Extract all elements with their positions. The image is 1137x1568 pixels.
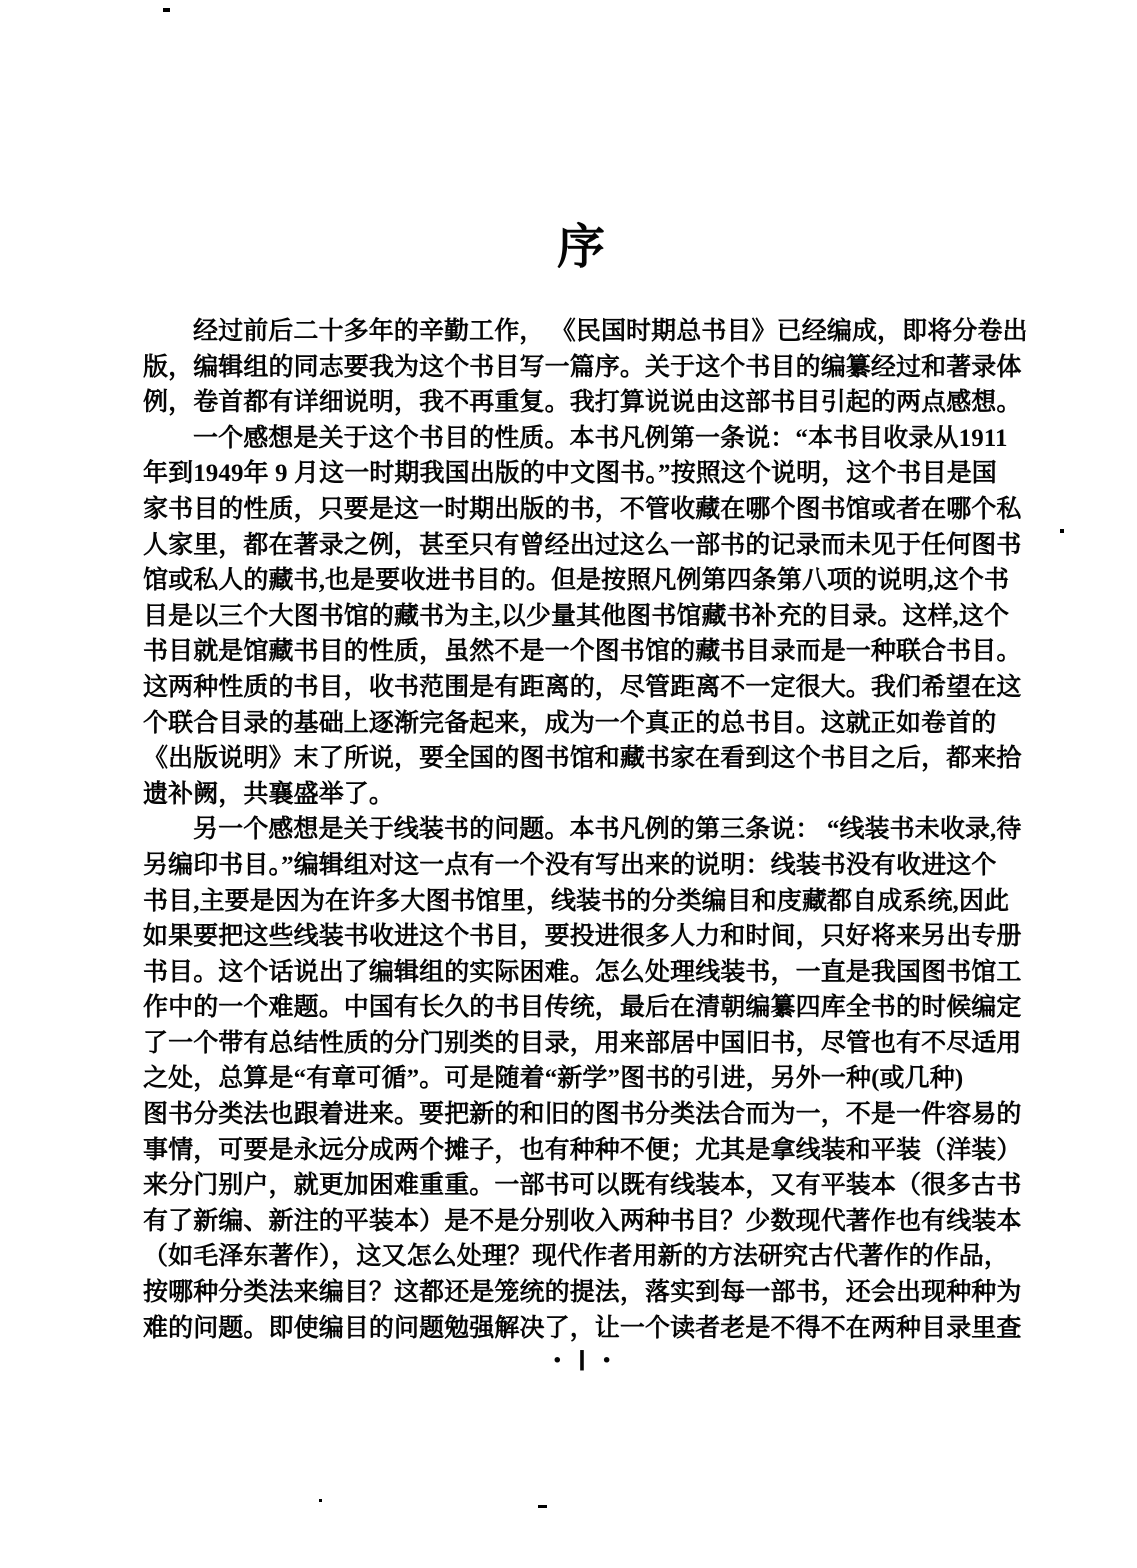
text-line: 之处，总算是“有章可循”。可是随着“新学”图书的引进，另外一种(或几种) [143,1065,964,1093]
page-title: 序 [556,221,607,274]
preface-body [143,314,1028,1346]
scan-speck [1060,529,1064,533]
text-line: 另一个感想是关于线装书的问题。本书凡例的第三条说： “线装书未收录,待 [193,816,1022,844]
text-line: 有了新编、新注的平装本）是不是分别收入两种书目？少数现代著作也有线装本 [143,1207,1022,1235]
text-line: 例，卷首都有详细说明，我不再重复。我打算说说由这部书目引起的两点感想。 [143,389,1022,417]
page-footer [143,1342,1021,1379]
footer-dot-right: · [600,1342,613,1379]
paragraph-first-thought [143,421,1021,813]
text-line: 书目。这个话说出了编辑组的实际困难。怎么处理线装书，一直是我国图书馆工 [143,958,1022,986]
text-line: 了一个带有总结性质的分门别类的目录，用来部居中国旧书，尽管也有不尽适用 [143,1029,1022,1057]
text-line: （如毛泽东著作），这又怎么处理？现代作者用新的方法研究古代著作的作品， [143,1243,1010,1271]
text-line: 如果要把这些线装书收进这个书目，要投进很多人力和时间，只好将来另出专册 [143,923,1022,951]
text-line: 目是以三个大图书馆的藏书为主,以少量其他图书馆藏书补充的目录。这样,这个 [143,602,1010,630]
text-line: 馆或私人的藏书,也是要收进书目的。但是按照凡例第四条第八项的说明,这个书 [143,567,1010,595]
text-line: 图书分类法也跟着进来。要把新的和旧的图书分类法合而为一，不是一件容易的 [143,1101,1022,1129]
text-line: 另编印书目。”编辑组对这一点有一个没有写出来的说明：线装书没有收进这个 [143,851,997,879]
scan-speck [319,1499,322,1502]
text-line: 按哪种分类法来编目？这都还是笼统的提法，落实到每一部书，还会出现种种为 [143,1279,1022,1307]
scan-speck [163,8,170,12]
text-line: 个联合目录的基础上逐渐完备起来，成为一个真正的总书目。这就正如卷首的 [143,709,997,737]
text-line: 难的问题。即使编目的问题勉强解决了，让一个读者老是不得不在两种目录里查 [143,1314,1022,1342]
text-line: 一个感想是关于这个书目的性质。本书凡例第一条说：“本书目收录从1911 [193,424,1008,452]
text-line: 遗补阙，共襄盛举了。 [143,780,395,808]
text-line: 来分门别户，就更加困难重重。一部书可以既有线装本，又有平装本（很多古书 [143,1172,1022,1200]
text-line: 《出版说明》末了所说，要全国的图书馆和藏书家在看到这个书目之后，都来拾 [143,745,1022,773]
text-line: 家书目的性质，只要是这一时期出版的书，不管收藏在哪个图书馆或者在哪个私 [143,495,1022,523]
page-number: Ⅰ [578,1346,586,1376]
text-line: 经过前后二十多年的辛勤工作， 《民国时期总书目》已经编成，即将分卷出 [193,318,1028,345]
text-line: 书目就是馆藏书目的性质，虽然不是一个图书馆的藏书目录而是一种联合书目。 [143,638,1022,666]
text-line: 事情，可要是永远分成两个摊子，也有种种不便；尤其是拿线装和平装（洋装） [143,1136,1022,1164]
paragraph-intro [143,314,1028,421]
footer-dot-left: · [551,1342,564,1379]
text-line: 版，编辑组的同志要我为这个书目写一篇序。关于这个书目的编纂经过和著录体 [143,353,1022,381]
text-line: 这两种性质的书目，收书范围是有距离的，尽管距离不一定很大。我们希望在这 [143,673,1022,701]
text-line: 作中的一个难题。中国有长久的书目传统，最后在清朝编纂四库全书的时候编定 [143,994,1022,1022]
paragraph-second-thought [143,812,1021,1346]
text-line: 年到1949年 9 月这一时期我国出版的中文图书。”按照这个说明，这个书目是国 [143,460,997,488]
text-line: 人家里，都在著录之例，甚至只有曾经出过这么一部书的记录而未见于任何图书 [143,531,1022,559]
scan-speck [538,1505,547,1508]
text-line: 书目,主要是因为在许多大图书馆里，线装书的分类编目和庋藏都自成系统,因此 [143,887,1010,915]
